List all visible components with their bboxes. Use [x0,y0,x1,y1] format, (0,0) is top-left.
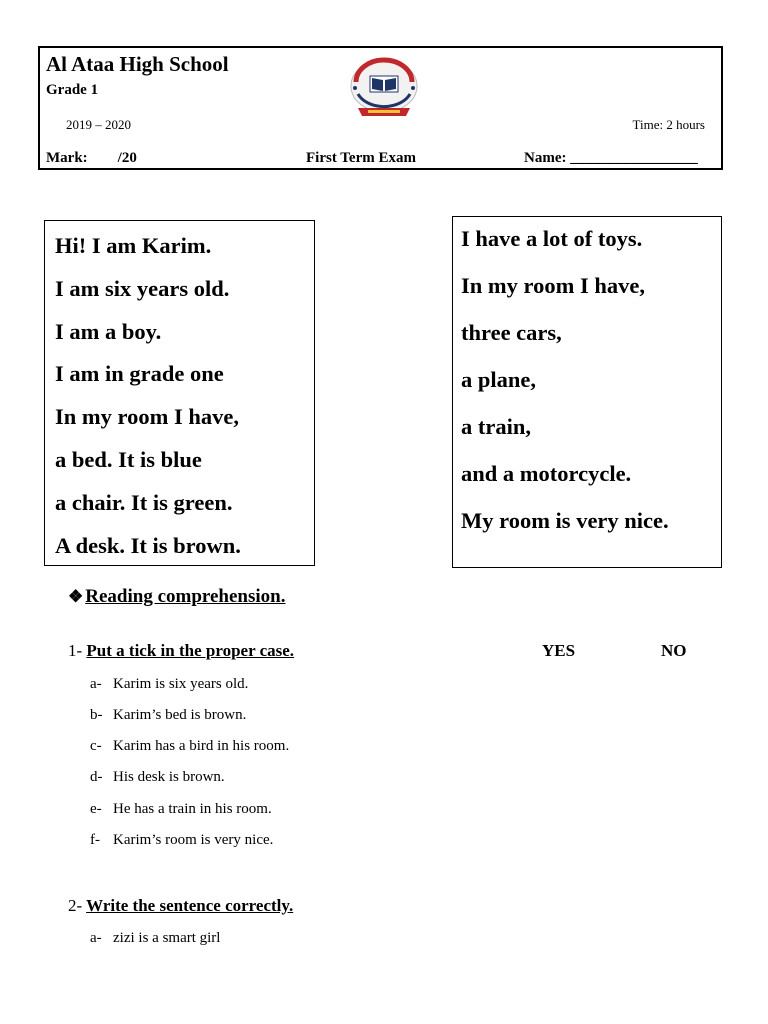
item-text: His desk is brown. [113,769,225,785]
passage-line: I am in grade one [55,361,224,387]
question-item [90,738,289,755]
passage-line: a train, [461,414,531,439]
question-item [90,769,225,786]
item-text: Karim is six years old. [113,676,249,692]
passage-line: A desk. It is brown. [55,532,241,558]
question-item [90,707,246,724]
question-item [90,930,220,947]
item-text: Karim’s room is very nice. [113,832,274,848]
passage-line: a bed. It is blue [55,446,202,472]
question-2-heading [68,896,293,916]
item-letter: a- [90,930,102,946]
yes-column-header: YES [542,641,576,660]
section-title-text: Reading comprehension. [85,586,286,607]
question-item [90,832,273,849]
exam-time: Time: 2 hours [632,117,705,132]
mark-total: /20 [117,150,137,166]
item-text: Karim’s bed is brown. [113,707,247,723]
item-text: Karim has a bird in his room. [113,738,290,754]
item-letter: c- [90,738,102,754]
passage-line: and a motorcycle. [461,461,632,486]
item-text: zizi is a smart girl [113,930,221,946]
reading-passage-karim [44,220,315,566]
section-title [68,586,285,608]
school-logo [348,56,420,122]
name-field: Name: _________________ [524,150,698,166]
question-number: 1- [68,641,83,660]
school-year: 2019 – 2020 [66,117,131,132]
question-1-heading [68,641,294,661]
item-letter: e- [90,801,102,817]
question-title: Write the sentence correctly. [86,896,294,915]
passage-line: I am a boy. [55,318,162,344]
mark-field [46,150,137,167]
passage-line: a plane, [461,367,537,392]
exam-title: First Term Exam [306,150,416,166]
passage-line: a chair. It is green. [55,489,233,515]
passage-line: My room is very nice. [461,508,669,533]
diamond-bullet-icon: ❖ [68,587,84,606]
item-letter: b- [90,707,103,723]
item-text: He has a train in his room. [113,801,272,817]
reading-passage-toys [452,216,722,568]
item-letter: f- [90,832,100,848]
grade-label: Grade 1 [46,82,99,98]
passage-line: I am six years old. [55,275,230,301]
question-item [90,801,272,818]
passage-line: In my room I have, [55,404,239,430]
school-name: Al Ataa High School [46,52,229,76]
exam-header [38,46,723,170]
passage-line: three cars, [461,320,562,345]
question-number: 2- [68,896,83,915]
passage-line: Hi! I am Karim. [55,233,212,258]
question-title: Put a tick in the proper case. [86,641,295,660]
item-letter: d- [90,769,103,785]
mark-label: Mark: [46,150,88,166]
no-column-header: NO [661,641,687,660]
item-letter: a- [90,676,102,692]
question-item [90,676,248,693]
passage-line: In my room I have, [461,273,645,298]
passage-line: I have a lot of toys. [461,226,643,251]
